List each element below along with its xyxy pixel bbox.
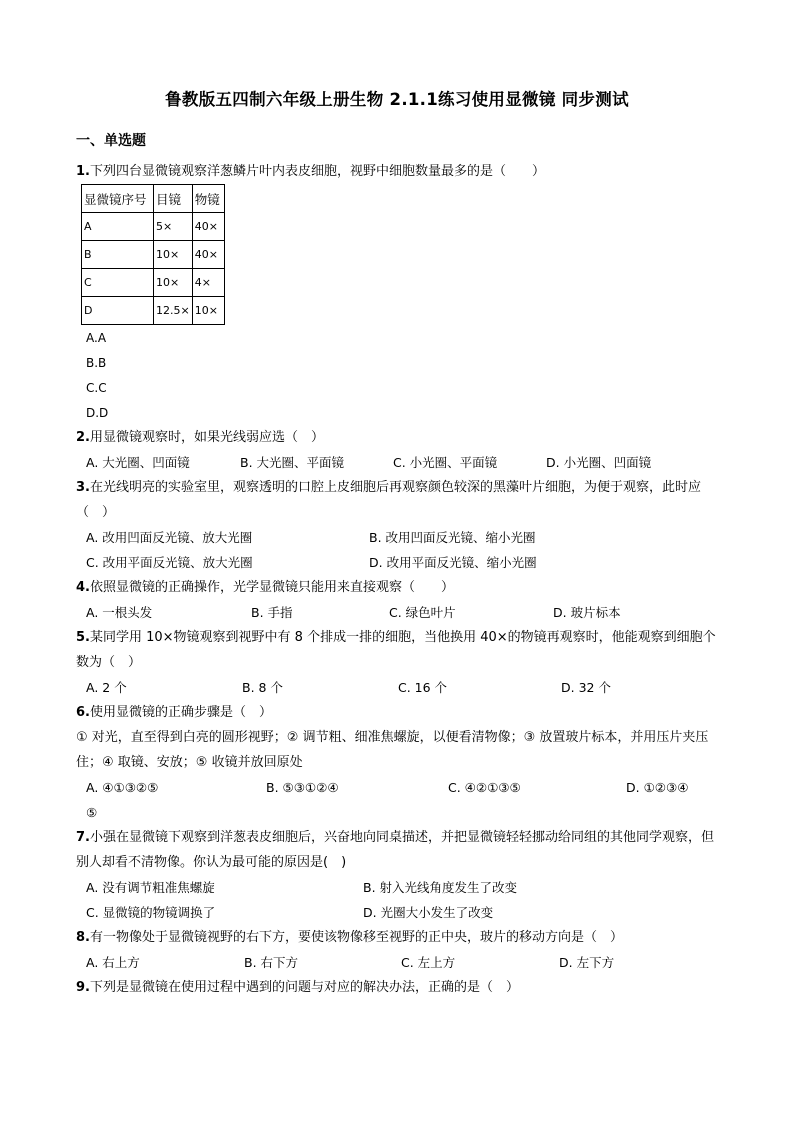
table-row bbox=[82, 269, 225, 297]
question-8 bbox=[76, 925, 722, 950]
option-b[interactable]: B. 手指 bbox=[251, 605, 293, 620]
option-d[interactable]: D.D bbox=[86, 406, 109, 420]
section-title: 一、单选题 bbox=[76, 133, 146, 149]
question-5 bbox=[76, 625, 722, 675]
option-b[interactable]: B. 大光圈、平面镜 bbox=[240, 455, 345, 470]
table-header-cell: 物镜 bbox=[192, 185, 224, 213]
option-c[interactable]: C. 绿色叶片 bbox=[389, 605, 456, 620]
question-text: 下列四台显微镜观察洋葱鳞片叶内表皮细胞，视野中细胞数量最多的是（ ） bbox=[89, 164, 545, 179]
table-header-row bbox=[82, 185, 225, 213]
option-c[interactable]: C. 改用平面反光镜、放大光圈 bbox=[86, 555, 253, 570]
question-number: 1. bbox=[76, 164, 90, 179]
table-cell: 40× bbox=[192, 241, 224, 269]
table-cell: B bbox=[82, 241, 154, 269]
option-d[interactable]: D. 32 个 bbox=[561, 680, 611, 695]
question-text: 使用显微镜的正确步骤是（ ） bbox=[89, 705, 272, 720]
option-a[interactable]: A.A bbox=[86, 331, 107, 345]
option-b[interactable]: B. 右下方 bbox=[244, 955, 299, 970]
option-d-wrap: ⑤ bbox=[86, 805, 98, 820]
question-number: 8. bbox=[76, 930, 90, 945]
table-cell: 4× bbox=[192, 269, 224, 297]
question-2 bbox=[76, 425, 722, 450]
question-4 bbox=[76, 575, 722, 600]
table-cell: 12.5× bbox=[154, 297, 193, 325]
option-a[interactable]: A. 大光圈、凹面镜 bbox=[86, 455, 190, 470]
microscope-table bbox=[81, 184, 225, 325]
option-d[interactable]: D. 左下方 bbox=[559, 955, 615, 970]
option-b[interactable]: B. 8 个 bbox=[242, 680, 283, 695]
table-cell: A bbox=[82, 213, 154, 241]
question-text: 依照显微镜的正确操作，光学显微镜只能用来直接观察（ ） bbox=[89, 580, 454, 595]
option-a[interactable]: A. 右上方 bbox=[86, 955, 140, 970]
option-a[interactable]: A. 没有调节粗准焦螺旋 bbox=[86, 880, 215, 895]
question-text: 用显微镜观察时，如果光线弱应选（ ） bbox=[89, 430, 324, 445]
question-text: 小强在显微镜下观察到洋葱表皮细胞后，兴奋地向同桌描述，并把显微镜轻轻挪动给同组的其他同学观察，但别人却看不清物像。你认为最可能的原因是( ) bbox=[76, 830, 714, 870]
question-text: 某同学用 10×物镜观察到视野中有 8 个排成一排的细胞，当他换用 40×的物镜再观察时，他能观察到细胞个数为（ ） bbox=[76, 630, 716, 670]
option-b[interactable]: B.B bbox=[86, 356, 107, 370]
question-text: 下列是显微镜在使用过程中遇到的问题与对应的解决办法，正确的是（ ） bbox=[89, 980, 519, 995]
question-number: 3. bbox=[76, 480, 90, 495]
option-d[interactable]: D. 小光圈、凹面镜 bbox=[546, 455, 652, 470]
question-3 bbox=[76, 475, 722, 525]
question-9 bbox=[76, 975, 722, 1000]
document-title: 鲁教版五四制六年级上册生物 2.1.1练习使用显微镜 同步测试 bbox=[165, 90, 629, 109]
question-7 bbox=[76, 825, 722, 875]
option-b[interactable]: B. 改用凹面反光镜、缩小光圈 bbox=[369, 530, 536, 545]
option-c[interactable]: C. 显微镜的物镜调换了 bbox=[86, 905, 216, 920]
option-b[interactable]: B. 射入光线角度发生了改变 bbox=[363, 880, 518, 895]
question-6 bbox=[76, 700, 722, 725]
question-6-steps: ① 对光，直至得到白亮的圆形视野；② 调节粗、细准焦螺旋，以便看清物像；③ 放置玻片标本，并用压片夹压住；④ 取镜、安放；⑤ 收镜并放回原处 bbox=[76, 730, 709, 770]
question-number: 5. bbox=[76, 630, 90, 645]
question-text: 在光线明亮的实验室里，观察透明的口腔上皮细胞后再观察颜色较深的黑藻叶片细胞，为便于观察，此时应（ ） bbox=[76, 480, 701, 520]
table-cell: C bbox=[82, 269, 154, 297]
table-cell: 10× bbox=[154, 241, 193, 269]
option-d[interactable]: D. 改用平面反光镜、缩小光圈 bbox=[369, 555, 537, 570]
option-a[interactable]: A. ④①③②⑤ bbox=[86, 780, 159, 795]
option-c[interactable]: C. 左上方 bbox=[401, 955, 456, 970]
table-cell: 5× bbox=[154, 213, 193, 241]
option-d[interactable]: D. 玻片标本 bbox=[553, 605, 621, 620]
table-header-cell: 目镜 bbox=[154, 185, 193, 213]
option-a[interactable]: A. 一根头发 bbox=[86, 605, 153, 620]
table-row bbox=[82, 213, 225, 241]
option-a[interactable]: A. 改用凹面反光镜、放大光圈 bbox=[86, 530, 253, 545]
question-number: 6. bbox=[76, 705, 90, 720]
table-cell: 10× bbox=[154, 269, 193, 297]
option-c[interactable]: C. ④②①③⑤ bbox=[448, 780, 521, 795]
option-d[interactable]: D. ①②③④ bbox=[626, 780, 689, 795]
table-header-cell: 显微镜序号 bbox=[82, 185, 154, 213]
option-b[interactable]: B. ⑤③①②④ bbox=[266, 780, 339, 795]
question-1-options bbox=[86, 326, 108, 426]
option-c[interactable]: C. 16 个 bbox=[398, 680, 448, 695]
question-1 bbox=[76, 159, 722, 184]
table-cell: 40× bbox=[192, 213, 224, 241]
question-number: 2. bbox=[76, 430, 90, 445]
question-number: 7. bbox=[76, 830, 90, 845]
table-cell: 10× bbox=[192, 297, 224, 325]
table-cell: D bbox=[82, 297, 154, 325]
option-c[interactable]: C. 小光圈、平面镜 bbox=[393, 455, 498, 470]
question-text: 有一物像处于显微镜视野的右下方，要使该物像移至视野的正中央，玻片的移动方向是（ ） bbox=[89, 930, 623, 945]
option-d[interactable]: D. 光圈大小发生了改变 bbox=[363, 905, 494, 920]
table-row bbox=[82, 241, 225, 269]
option-a[interactable]: A. 2 个 bbox=[86, 680, 127, 695]
table-row bbox=[82, 297, 225, 325]
question-number: 4. bbox=[76, 580, 90, 595]
option-c[interactable]: C.C bbox=[86, 381, 107, 395]
question-number: 9. bbox=[76, 980, 90, 995]
